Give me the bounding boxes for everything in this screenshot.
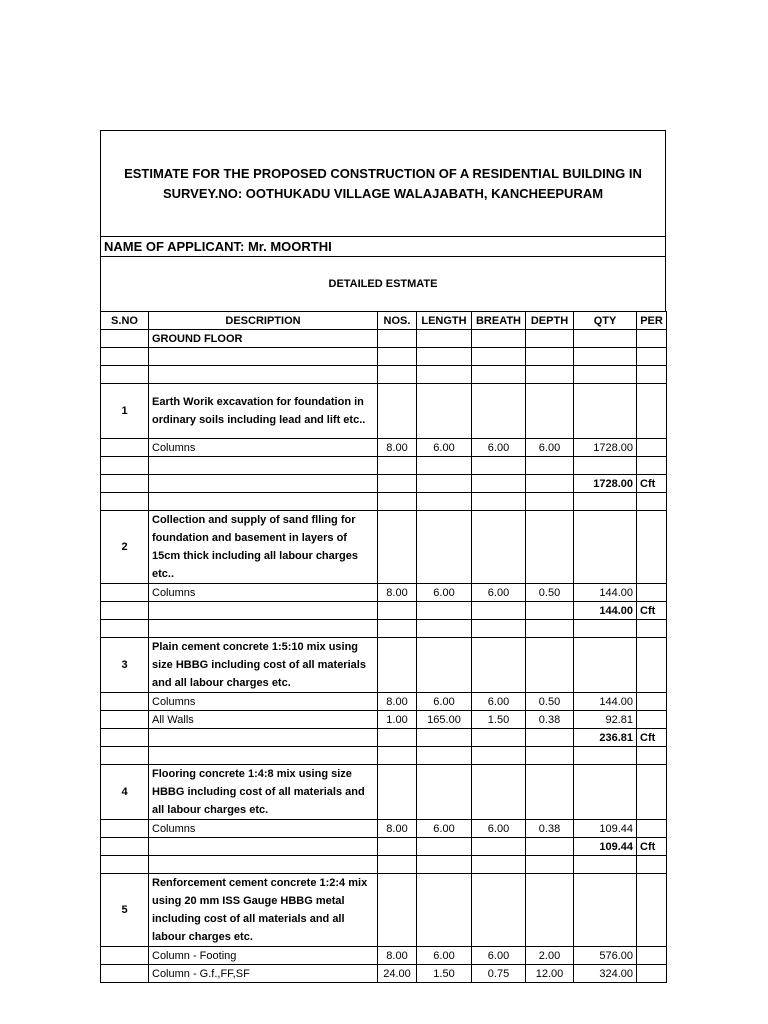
item-description-row: [101, 765, 667, 820]
table-row: [101, 693, 667, 711]
row-label: Column - Footing: [149, 947, 378, 965]
row-label: Columns: [149, 584, 378, 602]
item-sno: 4: [101, 765, 149, 820]
item-description-row: [101, 638, 667, 693]
item-sno: 5: [101, 874, 149, 947]
item-unit: Cft: [637, 475, 667, 493]
col-header-description: DESCRIPTION: [149, 312, 378, 330]
row-label: Columns: [149, 693, 378, 711]
item-unit: Cft: [637, 838, 667, 856]
col-header-qty: QTY: [574, 312, 637, 330]
col-header-length: LENGTH: [417, 312, 472, 330]
cell-nos: 8.00: [378, 439, 417, 457]
cell-breath: 6.00: [472, 693, 526, 711]
estimate-table: [100, 311, 667, 983]
table-row: [101, 584, 667, 602]
item-total: 109.44: [574, 838, 637, 856]
cell-nos: 8.00: [378, 820, 417, 838]
total-row: [101, 475, 667, 493]
item-sno: 3: [101, 638, 149, 693]
cell-nos: 8.00: [378, 693, 417, 711]
spacer-row: [101, 366, 667, 384]
cell-depth: 0.50: [526, 584, 574, 602]
cell-qty: 324.00: [574, 965, 637, 983]
cell-length: 6.00: [417, 693, 472, 711]
spacer-row: [101, 493, 667, 511]
table-row: [101, 439, 667, 457]
item-description: Collection and supply of sand flling for foundation and basement in layers of 15cm thick including all labour charges etc..: [149, 511, 378, 584]
item-sno: 2: [101, 511, 149, 584]
total-row: [101, 729, 667, 747]
cell-depth: 6.00: [526, 439, 574, 457]
item-unit: Cft: [637, 602, 667, 620]
table-row: [101, 820, 667, 838]
title-line-2: SURVEY.NO: OOTHUKADU VILLAGE WALAJABATH, KANCHEEPURAM: [162, 185, 604, 201]
item-description: Plain cement concrete 1:5:10 mix using size HBBG including cost of all materials and all labour charges etc.: [149, 638, 378, 693]
cell-nos: 24.00: [378, 965, 417, 983]
item-total: 236.81: [574, 729, 637, 747]
row-label: Columns: [149, 439, 378, 457]
section-row: [101, 330, 667, 348]
cell-nos: 8.00: [378, 584, 417, 602]
col-header-breath: BREATH: [472, 312, 526, 330]
row-label: All Walls: [149, 711, 378, 729]
col-header-nos: NOS.: [378, 312, 417, 330]
cell-breath: 0.75: [472, 965, 526, 983]
cell-breath: 6.00: [472, 584, 526, 602]
item-unit: Cft: [637, 729, 667, 747]
item-description-row: [101, 384, 667, 439]
item-sno: 1: [101, 384, 149, 439]
cell-breath: 6.00: [472, 947, 526, 965]
cell-qty: 1728.00: [574, 439, 637, 457]
spacer-row: [101, 856, 667, 874]
item-description: Earth Worik excavation for foundation in ordinary soils including lead and lift etc..: [149, 384, 378, 439]
item-description-row: [101, 874, 667, 947]
col-header-sno: S.NO: [101, 312, 149, 330]
applicant-name: NAME OF APPLICANT: Mr. MOORTHI: [100, 236, 666, 256]
detailed-estimate-heading: DETAILED ESTMATE: [100, 256, 666, 311]
cell-qty: 144.00: [574, 584, 637, 602]
cell-depth: 12.00: [526, 965, 574, 983]
cell-nos: 1.00: [378, 711, 417, 729]
cell-depth: 0.38: [526, 711, 574, 729]
cell-breath: 1.50: [472, 711, 526, 729]
cell-depth: 2.00: [526, 947, 574, 965]
item-description-row: [101, 511, 667, 584]
cell-qty: 576.00: [574, 947, 637, 965]
cell-breath: 6.00: [472, 439, 526, 457]
cell-length: 6.00: [417, 820, 472, 838]
row-label: Columns: [149, 820, 378, 838]
cell-length: 165.00: [417, 711, 472, 729]
spacer-row: [101, 348, 667, 366]
table-header-row: [101, 312, 667, 330]
row-label: Column - G.f.,FF,SF: [149, 965, 378, 983]
cell-length: 6.00: [417, 439, 472, 457]
item-description: Renforcement cement concrete 1:2:4 mix using 20 mm ISS Gauge HBBG metal including cost of all materials and all labour charges etc.: [149, 874, 378, 947]
cell-length: 6.00: [417, 584, 472, 602]
spacer-row: [101, 620, 667, 638]
cell-length: 1.50: [417, 965, 472, 983]
cell-length: 6.00: [417, 947, 472, 965]
cell-nos: 8.00: [378, 947, 417, 965]
table-row: [101, 947, 667, 965]
cell-breath: 6.00: [472, 820, 526, 838]
spacer-row: [101, 747, 667, 765]
title-line-1: ESTIMATE FOR THE PROPOSED CONSTRUCTION OF A RESIDENTIAL BUILDING IN: [124, 165, 642, 181]
col-header-per: PER: [637, 312, 667, 330]
item-description: Flooring concrete 1:4:8 mix using size HBBG including cost of all materials and all labour charges etc.: [149, 765, 378, 820]
cell-depth: 0.38: [526, 820, 574, 838]
table-row: [101, 711, 667, 729]
total-row: [101, 838, 667, 856]
document-title: [100, 130, 666, 236]
col-header-depth: DEPTH: [526, 312, 574, 330]
spacer-row: [101, 457, 667, 475]
item-total: 1728.00: [574, 475, 637, 493]
section-label: GROUND FLOOR: [149, 330, 378, 348]
item-total: 144.00: [574, 602, 637, 620]
cell-qty: 92.81: [574, 711, 637, 729]
total-row: [101, 602, 667, 620]
cell-depth: 0.50: [526, 693, 574, 711]
cell-qty: 109.44: [574, 820, 637, 838]
table-row: [101, 965, 667, 983]
cell-qty: 144.00: [574, 693, 637, 711]
